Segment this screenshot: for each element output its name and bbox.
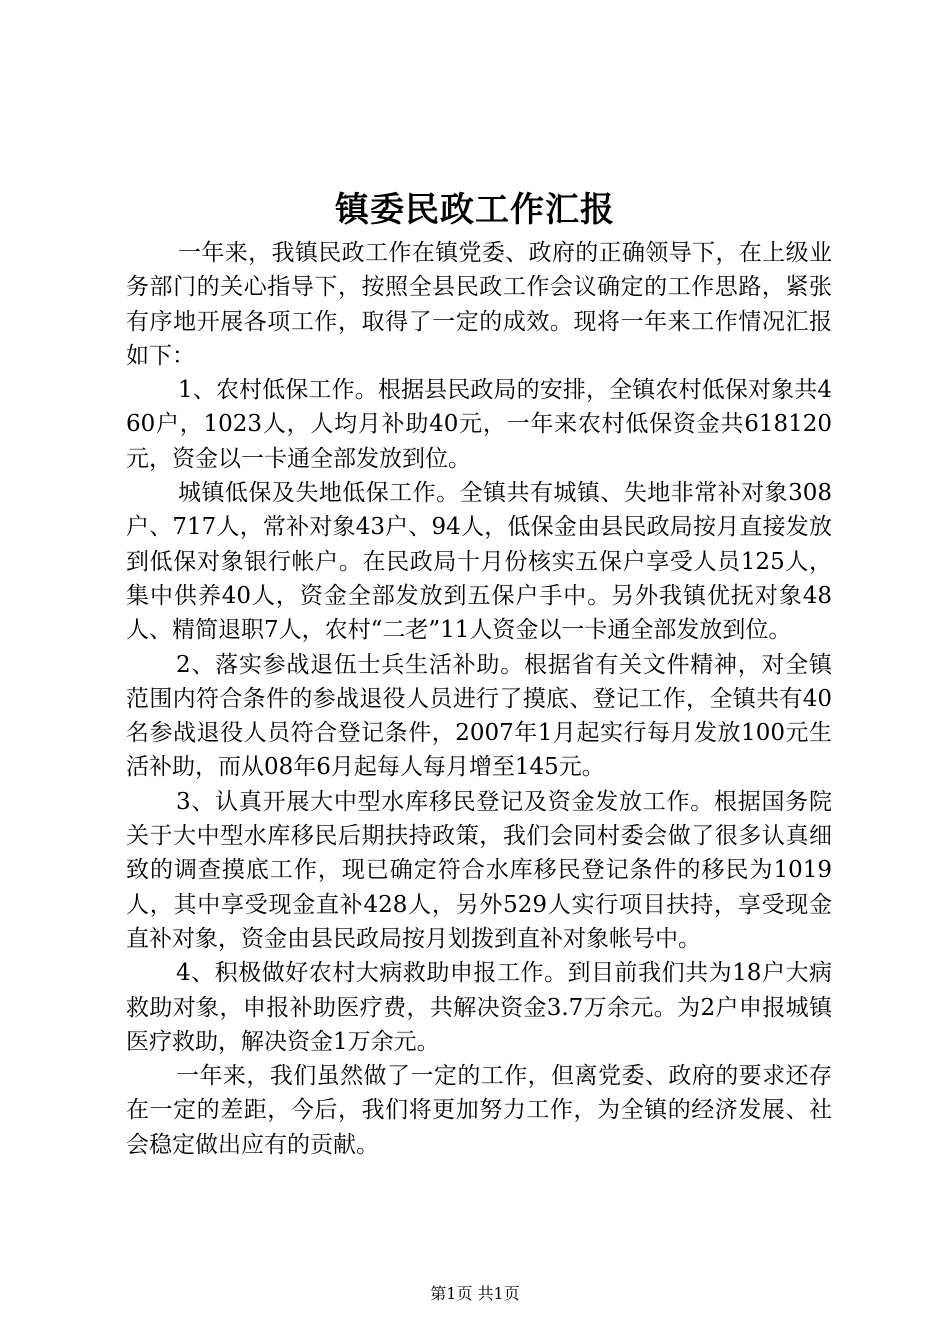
paragraph-item-2: 2、落实参战退伍士兵生活补助。根据省有关文件精神，对全镇范围内符合条件的参战退役人员进行了摸底、登记工作，全镇共有40名参战退役人员符合登记条件，2007年1月起实行每月发放100元生活补助，而从08年6月起每人每月增至145元。 bbox=[126, 651, 832, 781]
paragraph-intro: 一年来，我镇民政工作在镇党委、政府的正确领导下，在上级业务部门的关心指导下，按照全县民政工作会议确定的工作思路，紧张有序地开展各项工作，取得了一定的成效。现将一年来工作情况汇报如下： bbox=[126, 240, 832, 369]
document-body bbox=[126, 236, 832, 1162]
paragraph-item-3: 3、认真开展大中型水库移民登记及资金发放工作。根据国务院关于大中型水库移民后期扶持政策，我们会同村委会做了很多认真细致的调查摸底工作，现已确定符合水库移民登记条件的移民为1019人，其中享受现金直补428人，另外529人实行项目扶持，享受现金直补对象，资金由县民政局按月划拨到直补对象帐号中。 bbox=[126, 788, 832, 952]
page-footer: 第1页 共1页 bbox=[430, 1284, 520, 1303]
paragraph-item-1: 1、农村低保工作。根据县民政局的安排，全镇农村低保对象共460户，1023人，人均月补助40元，一年来农村低保资金共618120元，资金以一卡通全部发放到位。 bbox=[126, 377, 832, 472]
paragraph-conclusion: 一年来，我们虽然做了一定的工作，但离党委、政府的要求还存在一定的差距，今后，我们将更加努力工作，为全镇的经济发展、社会稳定做出应有的贡献。 bbox=[126, 1063, 832, 1158]
paragraph-item-4: 4、积极做好农村大病救助申报工作。到目前我们共为18户大病救助对象，申报补助医疗费，共解决资金3.7万余元。为2户申报城镇医疗救助，解决资金1万余元。 bbox=[126, 960, 832, 1055]
paragraph-urban-subsistence: 城镇低保及失地低保工作。全镇共有城镇、失地非常补对象308户、717人，常补对象43户、94人，低保金由县民政局按月直接发放到低保对象银行帐户。在民政局十月份核实五保户享受人员125人，集中供养40人，资金全部发放到五保户手中。另外我镇优抚对象48人、精简退职7人，农村“二老”11人资金以一卡通全部发放到位。 bbox=[126, 480, 832, 644]
document-title: 镇委民政工作汇报 bbox=[335, 190, 615, 230]
